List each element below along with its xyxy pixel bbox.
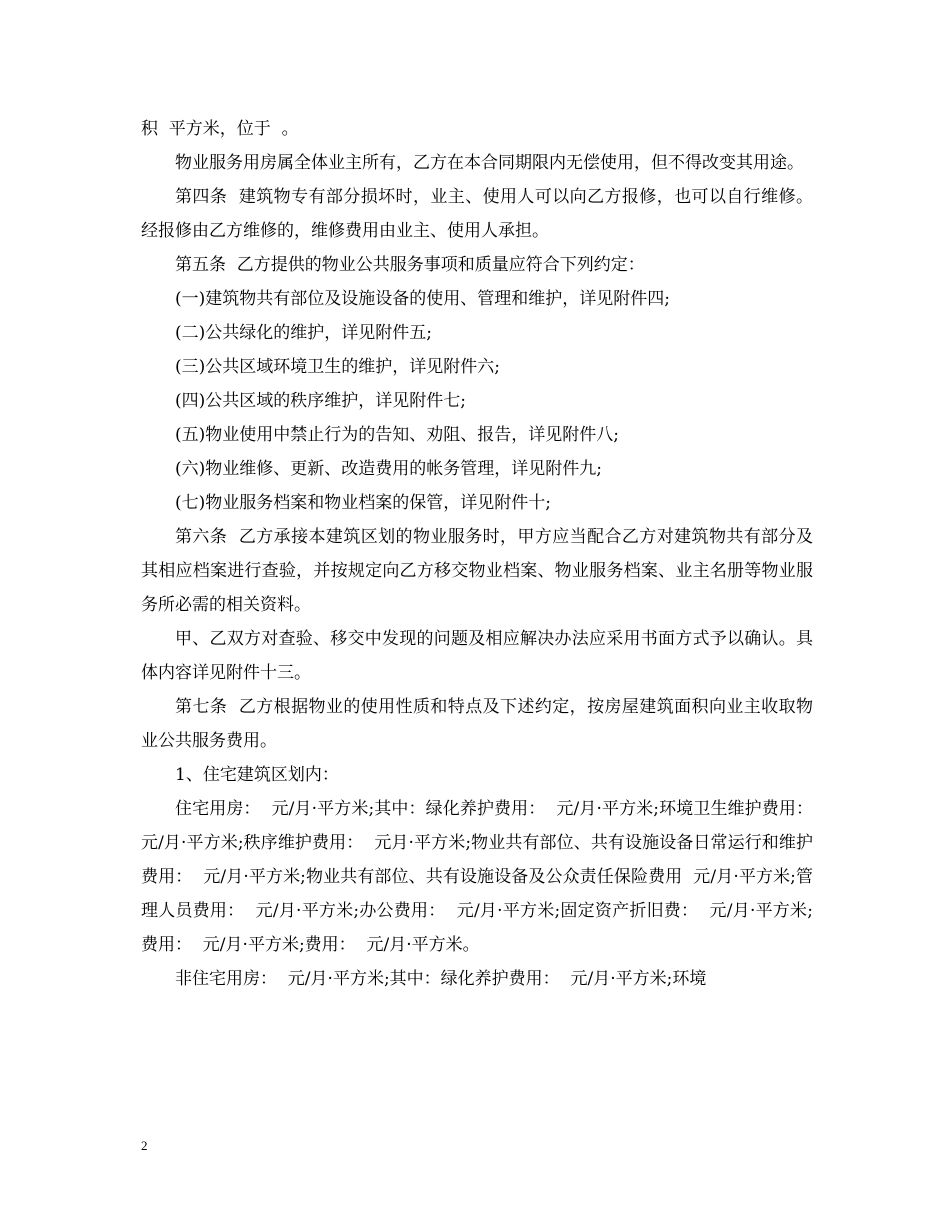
paragraph: 非住宅用房： 元/月·平方米;其中：绿化养护费用： 元/月·平方米;环境 [175,969,707,989]
paragraph: 第四条 建筑物专有部分损坏时，业主、使用人可以向乙方报修，也可以自行维修。经报修由乙方维修的，维修费用由业主、使用人承担。 [141,187,813,241]
document-body [141,112,824,996]
paragraph: 1、住宅建筑区划内： [175,765,339,785]
paragraph: 物业服务用房属全体业主所有，乙方在本合同期限内无偿使用，但不得改变其用途。 [175,153,804,173]
list-item: (六)物业维修、更新、改造费用的帐务管理，详见附件九; [175,459,602,479]
paragraph: 第七条 乙方根据物业的使用性质和特点及下述约定，按房屋建筑面积向业主收取物业公共服务费用。 [141,697,813,751]
list-item: (四)公共区域的秩序维护，详见附件七; [175,391,466,411]
paragraph: 甲、乙双方对查验、移交中发现的问题及相应解决办法应采用书面方式予以确认。具体内容详见附件十三。 [141,629,813,683]
list-item: (一)建筑物共有部位及设施设备的使用、管理和维护，详见附件四; [175,289,670,309]
list-item: (二)公共绿化的维护，详见附件五; [175,323,432,343]
paragraph: 第五条 乙方提供的物业公共服务事项和质量应符合下列约定： [175,255,645,275]
paragraph: 住宅用房： 元/月·平方米;其中：绿化养护费用： 元/月·平方米;环境卫生维护费用： 元/月·平方米;秩序维护费用： 元月·平方米;物业共有部位、共有设施设备日常运行和维护费用： 元/月·平方米;物业共有部位、共有设施设备及公众责任保险费用 元/月·平方米;管理人员费用： 元/月·平方米;办公费用： 元/月·平方米;固定资产折旧费： 元/月·平方米;费用： 元/月·平方米;费用： 元/月·平方米。 [141,799,824,955]
list-item: (五)物业使用中禁止行为的告知、劝阻、报告，详见附件八; [175,425,619,445]
paragraph: 积 平方米，位于 。 [141,119,299,139]
page-number: 2 [141,1138,148,1153]
list-item: (三)公共区域环境卫生的维护，详见附件六; [175,357,500,377]
paragraph: 第六条 乙方承接本建筑区划的物业服务时，甲方应当配合乙方对建筑物共有部分及其相应档案进行查验，并按规定向乙方移交物业档案、物业服务档案、业主名册等物业服务所必需的相关资料。 [141,527,813,615]
list-item: (七)物业服务档案和物业档案的保管，详见附件十; [175,493,551,513]
